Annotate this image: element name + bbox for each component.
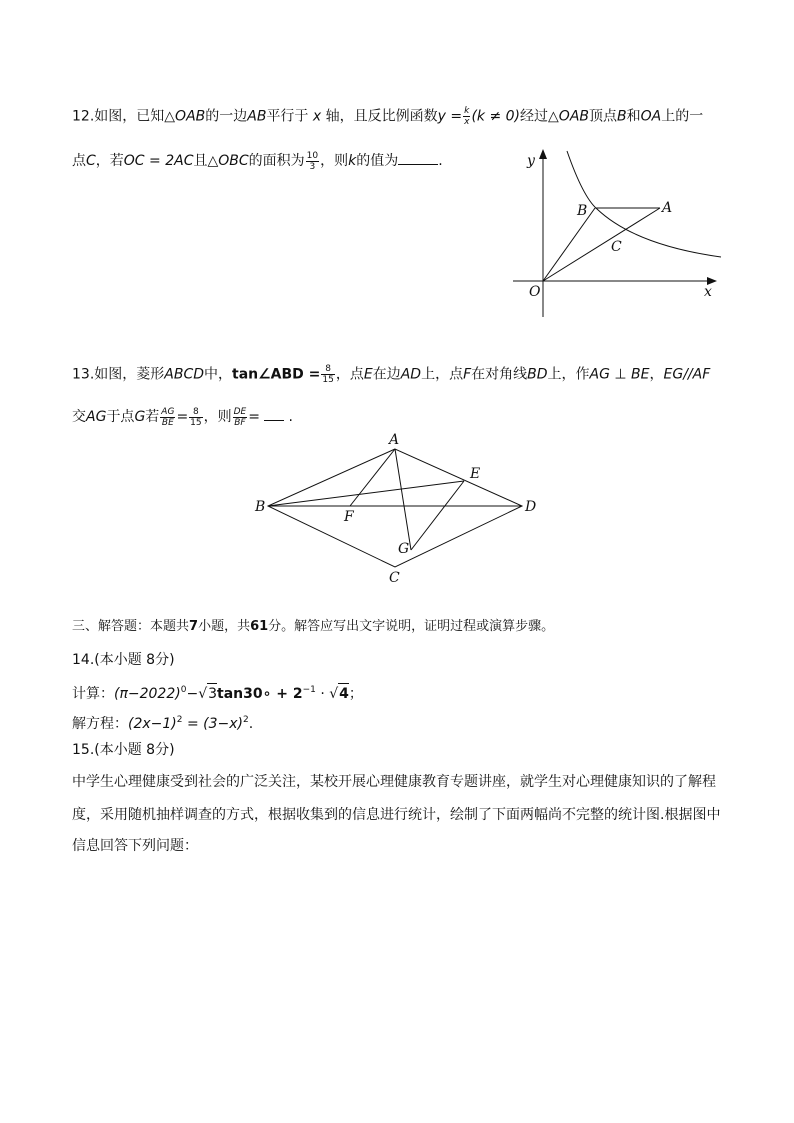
answer-blank[interactable] <box>264 406 284 421</box>
hyperbola-curve <box>567 151 721 257</box>
y-axis-arrow <box>539 149 547 159</box>
math: = <box>176 409 189 425</box>
text: . <box>288 409 293 425</box>
text: 平行于 <box>266 108 309 125</box>
math: BD <box>527 366 548 383</box>
text: 顶点 <box>589 108 617 125</box>
rhombus-abcd <box>268 449 522 567</box>
math: F <box>463 366 472 383</box>
q15-paragraph-line-1: 中学生心理健康受到社会的广泛关注，某校开展心理健康教育专题讲座，就学生对心理健康知识的了解程 <box>72 774 716 790</box>
fraction-k-over-x <box>463 106 470 127</box>
label-a: A <box>662 200 673 216</box>
label-f: F <box>344 509 354 525</box>
q12-line-1 <box>72 106 703 127</box>
fraction-8-over-15 <box>189 407 202 428</box>
text: 的面积为 <box>248 153 305 169</box>
fraction-de-over-bf <box>233 407 248 428</box>
q15-paragraph-line-2: 度，采用随机抽样调查的方式，根据收集到的信息进行统计，绘制了下面两幅尚不完整的统计图.根据图中 <box>72 807 721 823</box>
label-g: G <box>398 541 410 557</box>
triangle-symbol: △ <box>548 108 559 125</box>
math: OBC <box>218 153 249 169</box>
text: 如图，菱形 <box>94 366 165 383</box>
q13-line-2 <box>72 406 293 428</box>
fraction-numerator: 8 <box>321 364 334 375</box>
fraction-denominator: 3 <box>309 161 316 172</box>
text: 上，作 <box>547 366 590 383</box>
fraction-numerator: AG <box>161 406 175 417</box>
segment-oa <box>543 208 660 281</box>
text: 三、解答题：本题共 <box>72 619 190 634</box>
math: − <box>186 686 199 702</box>
text: ，若 <box>95 153 124 169</box>
superscript: 2 <box>176 715 183 725</box>
segment-eg <box>411 481 464 550</box>
superscript: −1 <box>302 685 316 695</box>
q15-paragraph-line-3: 信息回答下列问题： <box>72 838 198 854</box>
number: 7 <box>189 619 199 634</box>
fraction-8-over-15 <box>321 364 334 385</box>
text: 小题，共 <box>198 619 251 634</box>
text: 点 <box>72 153 86 169</box>
math: (π−2022) <box>114 686 181 702</box>
fraction-numerator: k <box>464 106 470 116</box>
math: OC = 2AC <box>123 153 194 169</box>
text: ，则 <box>320 153 349 169</box>
label-d: D <box>525 499 537 515</box>
figure-12 <box>505 145 735 325</box>
sqrt-symbol: √ <box>329 686 339 702</box>
label-b: B <box>255 499 266 515</box>
text: 上，点 <box>421 366 464 383</box>
segment-be <box>268 481 464 506</box>
math: OAB <box>558 108 589 125</box>
label-x: x <box>704 284 712 300</box>
fraction-ag-over-be <box>160 407 175 428</box>
text: 在对角线 <box>471 366 528 383</box>
text: ； <box>348 686 363 702</box>
label-c: C <box>389 570 400 586</box>
label-c: C <box>611 239 622 255</box>
text: 计算： <box>72 686 114 702</box>
math: k <box>348 153 357 169</box>
text: 的值为 <box>356 153 399 169</box>
math: · <box>315 686 330 702</box>
text: 经过 <box>520 108 549 125</box>
q14-heading: 14.(本小题 8分) <box>72 652 175 668</box>
math: tan30∘ + 2 <box>217 686 303 702</box>
fraction-10-over-3 <box>306 151 319 172</box>
text: 上的一 <box>661 108 704 125</box>
q12-line-2 <box>72 150 443 172</box>
question-number: 13. <box>72 366 95 383</box>
math: = <box>248 409 260 425</box>
math: x <box>312 108 322 125</box>
math: B <box>617 108 627 125</box>
triangle-symbol: △ <box>164 108 176 125</box>
math: EG//AF <box>663 366 711 383</box>
superscript: 0 <box>180 685 187 695</box>
text: 如图，已知 <box>94 108 165 125</box>
math: AG ⊥ BE <box>589 366 650 383</box>
text: 和 <box>626 108 641 125</box>
math: tan∠ABD = <box>232 366 321 383</box>
label-e: E <box>470 466 481 482</box>
text: 交 <box>72 409 86 425</box>
text: 解方程： <box>72 716 128 732</box>
text: . <box>248 716 254 732</box>
text: 在边 <box>372 366 401 383</box>
text: ，点 <box>335 366 364 383</box>
math: OAB <box>175 108 206 125</box>
q13-line-1 <box>72 364 710 385</box>
math: OA <box>640 108 662 125</box>
math: (2x−1) <box>128 716 177 732</box>
fraction-denominator: BE <box>161 417 174 428</box>
math: G <box>134 409 146 425</box>
question-number: 12. <box>72 108 95 125</box>
math: AD <box>400 366 422 383</box>
math: E <box>363 366 373 383</box>
math: y = <box>437 108 463 125</box>
math: AB <box>247 108 267 125</box>
text: 若 <box>145 409 160 425</box>
fraction-numerator: DE <box>233 406 247 417</box>
text: ， <box>649 366 664 383</box>
number: 61 <box>250 619 269 634</box>
segment-ag <box>395 449 411 550</box>
fraction-denominator: 15 <box>190 417 202 428</box>
section-3-heading <box>72 617 554 637</box>
radicand: 4 <box>338 683 349 704</box>
label-b: B <box>577 203 588 219</box>
text: 且 <box>193 153 208 169</box>
figure-13 <box>250 428 550 588</box>
label-o: O <box>529 284 541 300</box>
answer-blank[interactable] <box>398 150 438 165</box>
fraction-denominator: x <box>464 117 470 127</box>
text: 于点 <box>106 409 135 425</box>
fraction-denominator: 15 <box>322 375 334 385</box>
radicand: 3 <box>207 683 217 704</box>
sqrt-symbol: √ <box>198 686 208 702</box>
q14-calc <box>72 680 363 704</box>
fraction-numerator: 8 <box>189 407 202 418</box>
label-y: y <box>527 153 535 169</box>
q14-solve <box>72 710 253 734</box>
text: . <box>438 153 443 169</box>
math: AG <box>86 409 107 425</box>
fraction-denominator: BF <box>234 417 246 428</box>
math: C <box>86 153 96 169</box>
segment-af <box>350 449 395 506</box>
math: ABCD <box>164 366 205 383</box>
q15-heading: 15.(本小题 8分) <box>72 742 175 758</box>
text: 轴，且反比例函数 <box>325 108 438 125</box>
text: 的一边 <box>205 108 248 125</box>
text: 分。解答应写出文字说明，证明过程或演算步骤。 <box>268 619 555 634</box>
math: (k ≠ 0) <box>471 108 521 125</box>
fraction-numerator: 10 <box>306 150 319 161</box>
triangle-symbol: △ <box>207 153 219 169</box>
text: 中， <box>204 366 233 383</box>
superscript: 2 <box>242 715 249 725</box>
math: = (3−x) <box>182 716 243 732</box>
text: ，则 <box>203 409 232 425</box>
label-a: A <box>389 432 400 448</box>
